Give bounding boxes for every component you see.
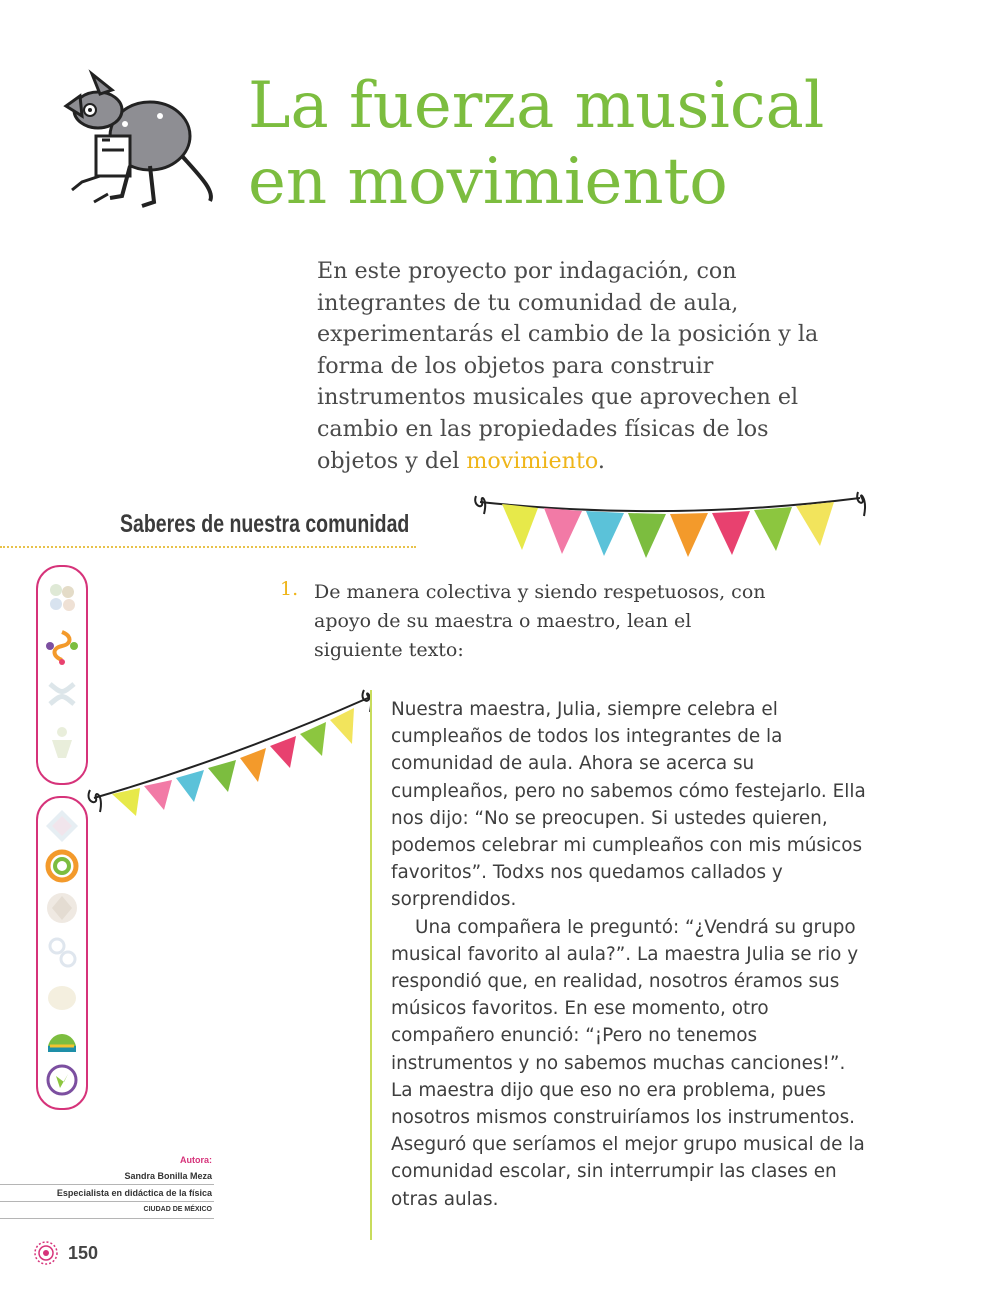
field-lenguajes-icon bbox=[42, 578, 82, 618]
section-heading: Saberes de nuestra comunidad bbox=[120, 510, 410, 538]
page-title bbox=[248, 68, 824, 220]
field-saberes-icon bbox=[42, 626, 82, 666]
axis-interculturalidad-icon bbox=[42, 888, 82, 928]
axis-igualdad-genero-icon bbox=[42, 932, 82, 972]
bunting-decoration bbox=[470, 488, 870, 563]
credits-label: Autora: bbox=[180, 1155, 212, 1165]
author-credits bbox=[0, 1152, 214, 1219]
title-line-1: La fuerza musical bbox=[248, 69, 825, 143]
intro-paragraph bbox=[317, 256, 837, 477]
section-divider bbox=[0, 546, 416, 548]
activity-instruction: De manera colectiva y siendo respetuosos, con apoyo de su maestra o maestro, lean el siguiente texto: bbox=[314, 581, 766, 661]
field-humano-icon bbox=[42, 722, 82, 762]
intro-text-end: . bbox=[597, 447, 605, 474]
author-place: CIUDAD DE MÉXICO bbox=[0, 1202, 214, 1219]
axis-artes-icon bbox=[42, 1060, 82, 1100]
author-name: Sandra Bonilla Meza bbox=[0, 1168, 214, 1185]
activity-number: 1. bbox=[280, 578, 299, 600]
axis-vida-saludable-icon bbox=[42, 976, 82, 1016]
bunting-decoration bbox=[82, 688, 382, 818]
page-ornament-icon bbox=[33, 1240, 59, 1266]
story-vertical-rule bbox=[370, 690, 372, 1240]
axis-pensamiento-critico-icon bbox=[42, 846, 82, 886]
intro-text: En este proyecto por indagación, con integrantes de tu comunidad de aula, experimentarás el cambio de la posición y la forma de los objetos para construir instrumentos musicales que aprovechen el cambio en las propiedades físicas de los objetos y del bbox=[317, 258, 819, 474]
opossum-mascot-icon bbox=[50, 66, 220, 216]
axis-lectura-icon bbox=[42, 1020, 82, 1060]
page-number: 150 bbox=[68, 1243, 99, 1263]
intro-highlight-keyword: movimiento bbox=[466, 447, 598, 474]
story-paragraph: Una compañera le preguntó: “¿Vendrá su grupo musical favorito al aula?”. La maestra Julia se rio y respondió que, en realidad, nosotros éramos sus músicos favoritos. En ese momento, otro compañero enunció: “¡Pero no tenemos instrumentos y no sabemos muchas canciones!”. La maestra dijo que eso no era problema, pues nosotros mismos construiríamos los instrumentos. Aseguró que seríamos el mejor grupo musical de la comunidad escolar, sin interrumpir las clases en otras aulas. bbox=[391, 916, 865, 1210]
story-text-block bbox=[391, 696, 871, 1213]
field-etica-icon bbox=[42, 674, 82, 714]
title-line-2: en movimiento bbox=[248, 145, 728, 219]
author-role: Especialista en didáctica de la física bbox=[0, 1185, 214, 1202]
axis-inclusion-icon bbox=[42, 806, 82, 846]
story-paragraph: Nuestra maestra, Julia, siempre celebra el cumpleaños de todos los integrantes de la comunidad de aula. Ahora se acerca su cumpleaños, pero no sabemos cómo festejarlo. Ella nos dijo: “No se preocupen. Si ustedes quieren, podemos celebrar mi cumpleaños con mis músicos favoritos”. Todxs nos quedamos callados y sorprendidos. bbox=[391, 699, 866, 911]
